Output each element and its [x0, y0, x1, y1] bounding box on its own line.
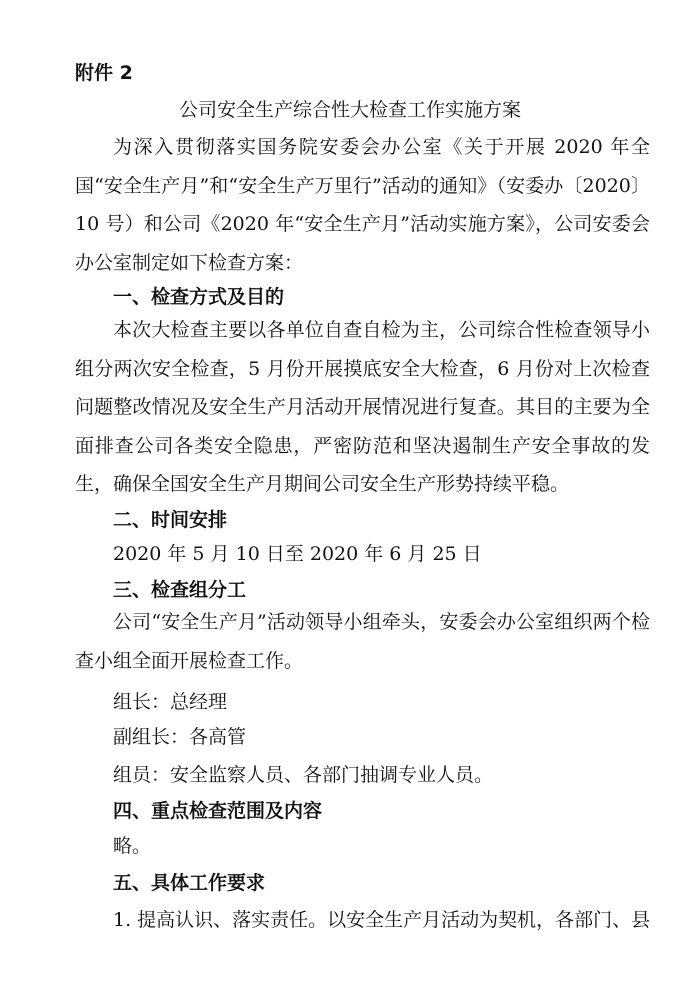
section-3-member-team: 组员：安全监察人员、各部门抽调专业人员。	[113, 764, 494, 786]
section-5-body: 1. 提高认识、落实责任。以安全生产月活动为契机，各部门、县	[113, 909, 651, 931]
section-3-member-leader: 组长：总经理	[113, 691, 228, 713]
section-4-body: 略。	[113, 835, 152, 857]
attachment-label: 附件 2	[75, 62, 133, 84]
section-5-heading: 五、具体工作要求	[113, 872, 266, 894]
section-3-body: 公司“安全生产月”活动领导小组牵头，安委会办公室组织两个检查小组全面开展检查工作。	[75, 611, 650, 672]
section-1-heading: 一、检查方式及目的	[113, 286, 285, 308]
section-1-body: 本次大检查主要以各单位自查自检为主，公司综合性检查领导小组分两次安全检查，5 月份开展摸底安全大检查，6 月份对上次检查问题整改情况及安全生产月活动开展情况进行复查。其目的主要为全面排查公司各类安全隐患，严密防范和坚决遏制生产安全事故的发生，确保全国安全生产月期间公司安全生产形势持续平稳。	[75, 319, 650, 495]
section-2-body: 2020 年 5 月 10 日至 2020 年 6 月 25 日	[113, 543, 482, 565]
section-3-member-deputy: 副组长：各高管	[113, 726, 247, 748]
section-3-heading: 三、检查组分工	[113, 579, 247, 601]
document-title: 公司安全生产综合性大检查工作实施方案	[178, 99, 521, 121]
section-2-heading: 二、时间安排	[113, 509, 228, 531]
intro-paragraph: 为深入贯彻落实国务院安委会办公室《关于开展 2020 年全国“安全生产月”和“安全生产万里行”活动的通知》（安委办〔2020〕10 号）和公司《2020 年“安全生产月”活动实施方案》，公司安委会办公室制定如下检查方案：	[75, 136, 650, 274]
section-4-heading: 四、重点检查范围及内容	[113, 800, 323, 822]
